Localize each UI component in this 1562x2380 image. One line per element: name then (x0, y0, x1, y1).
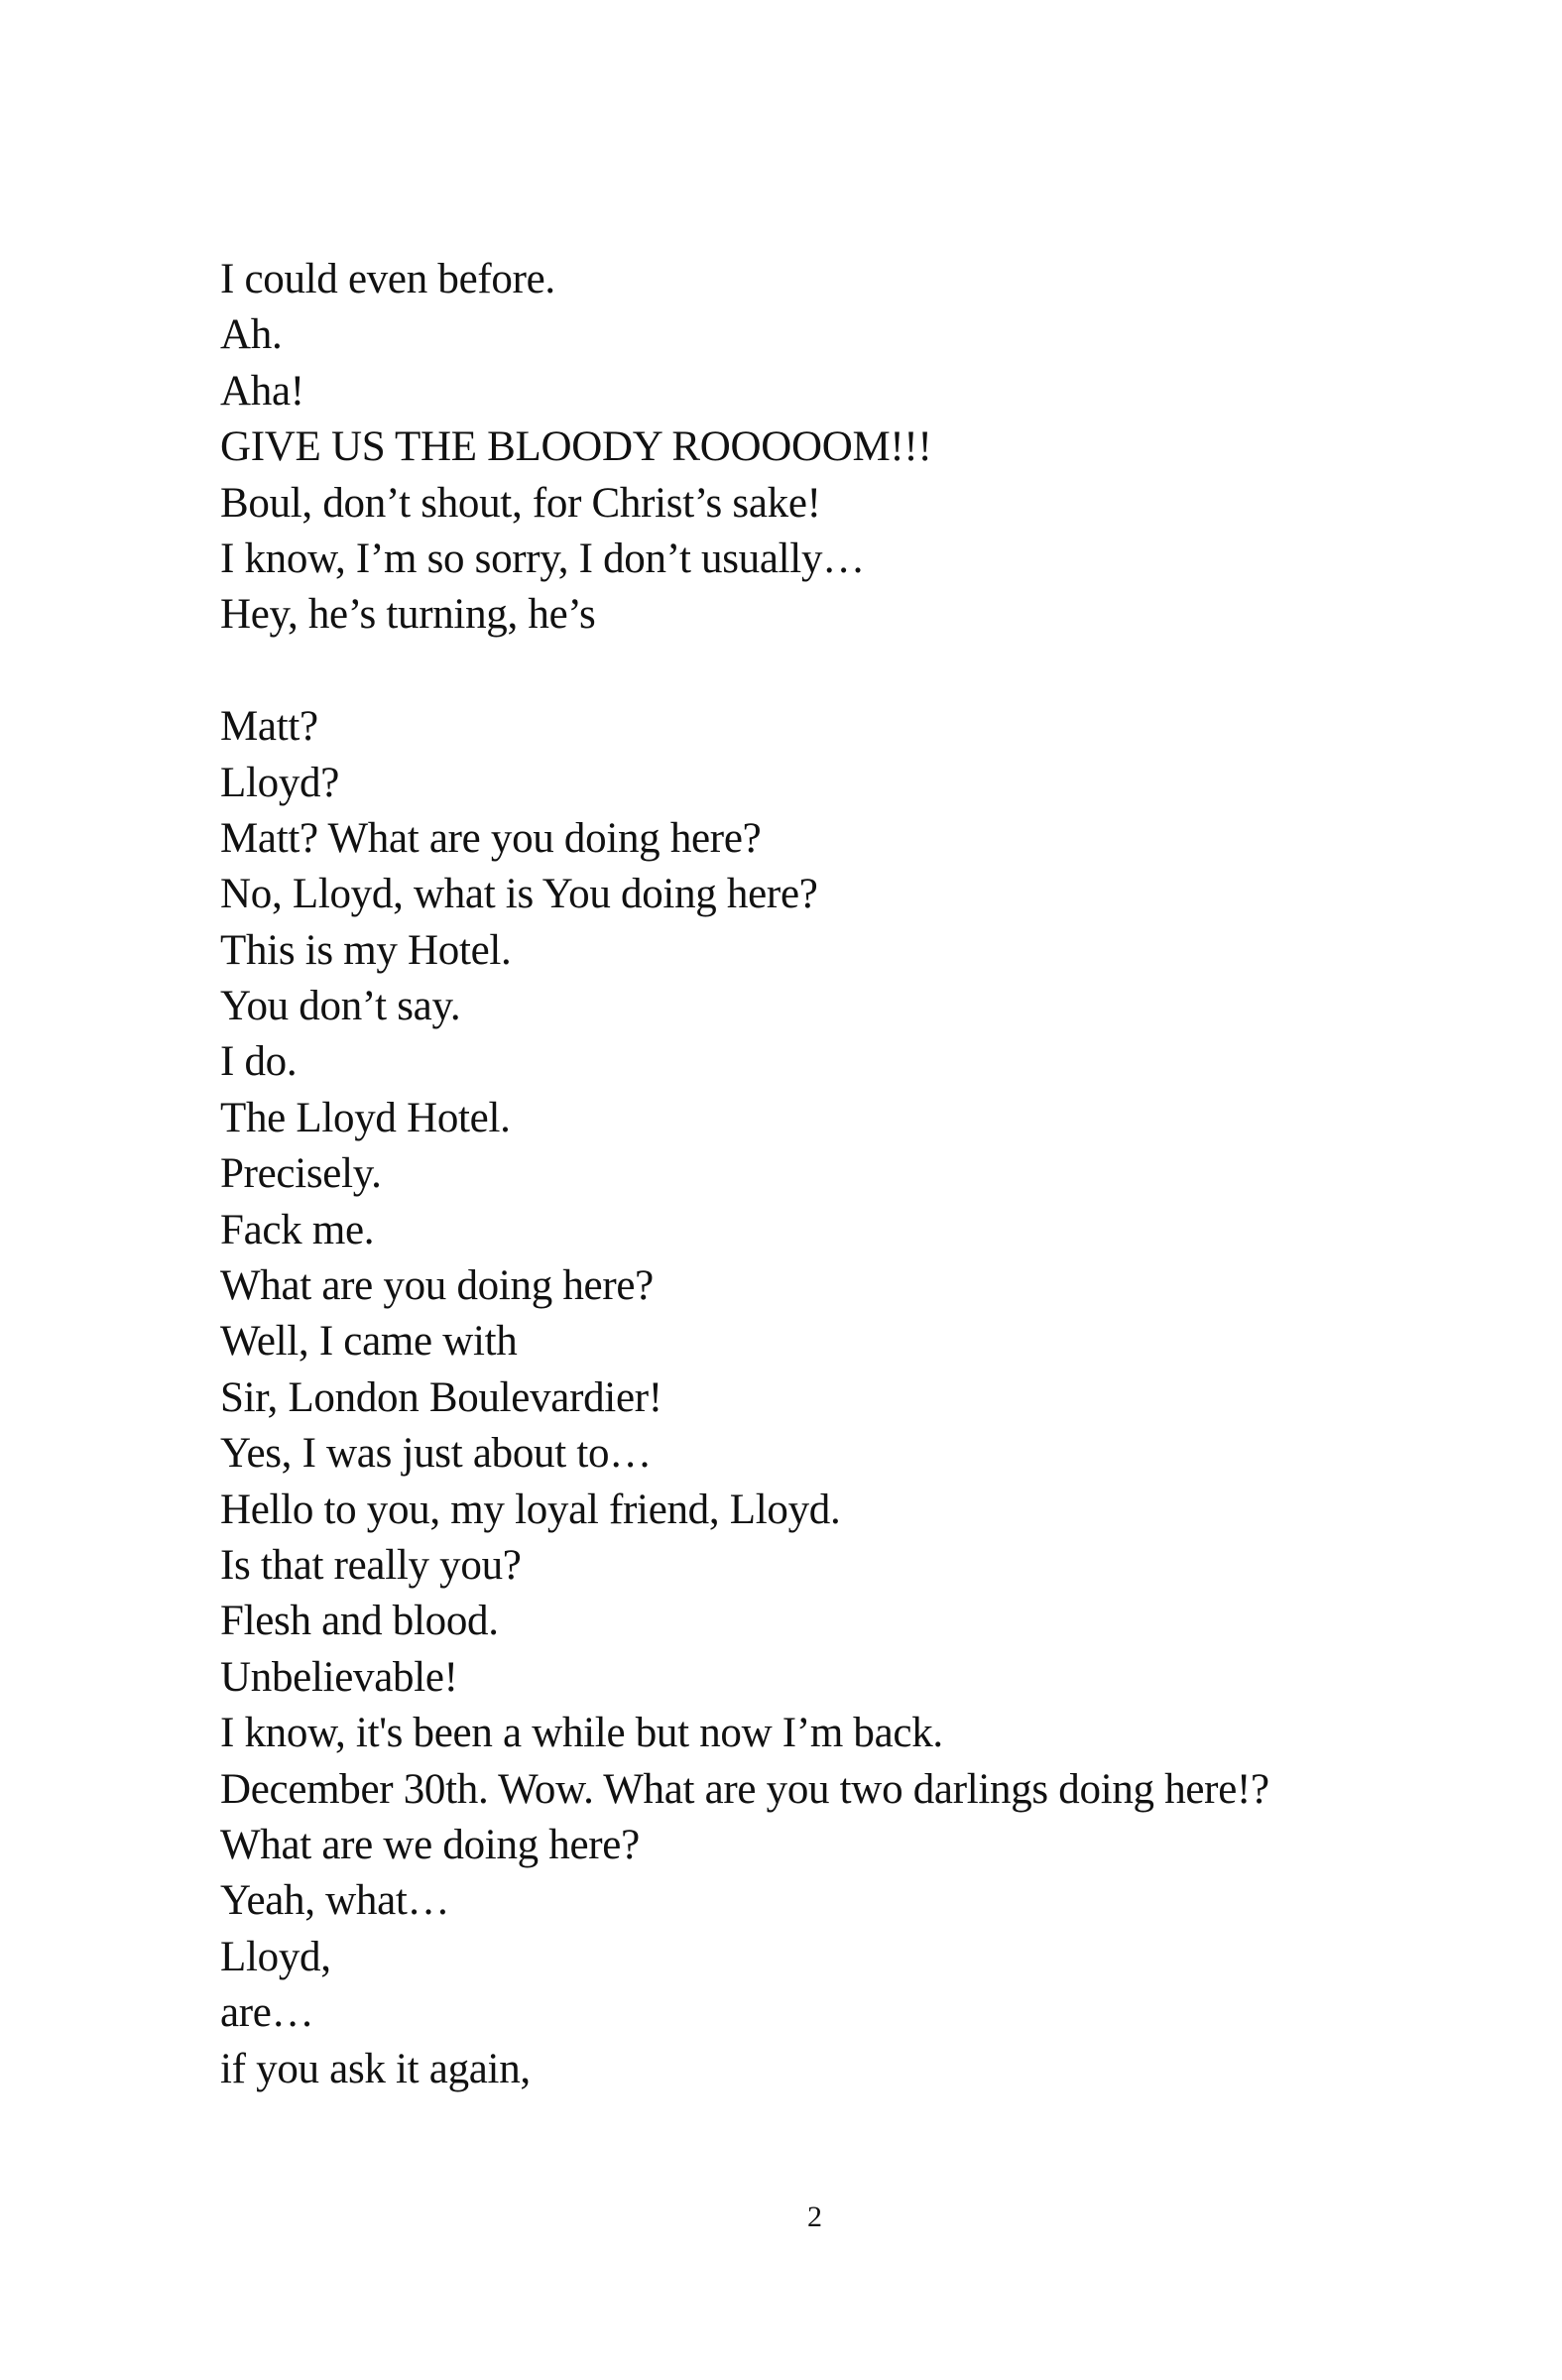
text-line: Unbelievable! (220, 1653, 458, 1701)
text-line: Aha! (220, 367, 304, 415)
text-line: are… (220, 1989, 314, 2037)
text-line: Flesh and blood. (220, 1598, 499, 1645)
text-line: Yeah, what… (220, 1877, 450, 1925)
text-line: I do. (220, 1038, 298, 1086)
text-line: I know, it's been a while but now I’m back. (220, 1710, 943, 1757)
dialogue-text-block (220, 252, 1410, 2097)
text-line: No, Lloyd, what is You doing here? (220, 871, 818, 918)
text-line: Fack me. (220, 1206, 375, 1253)
text-line: The Lloyd Hotel. (220, 1094, 511, 1141)
page-number: 2 (807, 2201, 822, 2233)
text-line: Matt? (220, 703, 318, 751)
text-line: if you ask it again, (220, 2045, 531, 2092)
text-line: Hello to you, my loyal friend, Lloyd. (220, 1486, 841, 1533)
text-line: Lloyd, (220, 1933, 331, 1980)
text-line: GIVE US THE BLOODY ROOOOOM!!! (220, 423, 932, 471)
text-line: This is my Hotel. (220, 926, 512, 974)
text-line: Well, I came with (220, 1318, 518, 1366)
blank-line (220, 644, 1410, 699)
text-line: What are you doing here? (220, 1262, 654, 1310)
text-line: I know, I’m so sorry, I don’t usually… (220, 535, 865, 582)
text-line: Lloyd? (220, 759, 339, 806)
text-line: Is that really you? (220, 1541, 522, 1589)
text-line: Boul, don’t shout, for Christ’s sake! (220, 479, 821, 527)
text-line: December 30th. Wow. What are you two darlings doing here!? (220, 1765, 1269, 1813)
text-line: Hey, he’s turning, he’s (220, 591, 596, 639)
text-line: Matt? What are you doing here? (220, 814, 762, 862)
text-line: What are we doing here? (220, 1821, 640, 1868)
text-line: Sir, London Boulevardier! (220, 1373, 662, 1421)
text-line: I could even before. (220, 256, 555, 302)
text-line: Ah. (220, 311, 283, 359)
text-line: You don’t say. (220, 983, 461, 1030)
text-line: Precisely. (220, 1150, 382, 1198)
text-line: Yes, I was just about to… (220, 1430, 652, 1478)
